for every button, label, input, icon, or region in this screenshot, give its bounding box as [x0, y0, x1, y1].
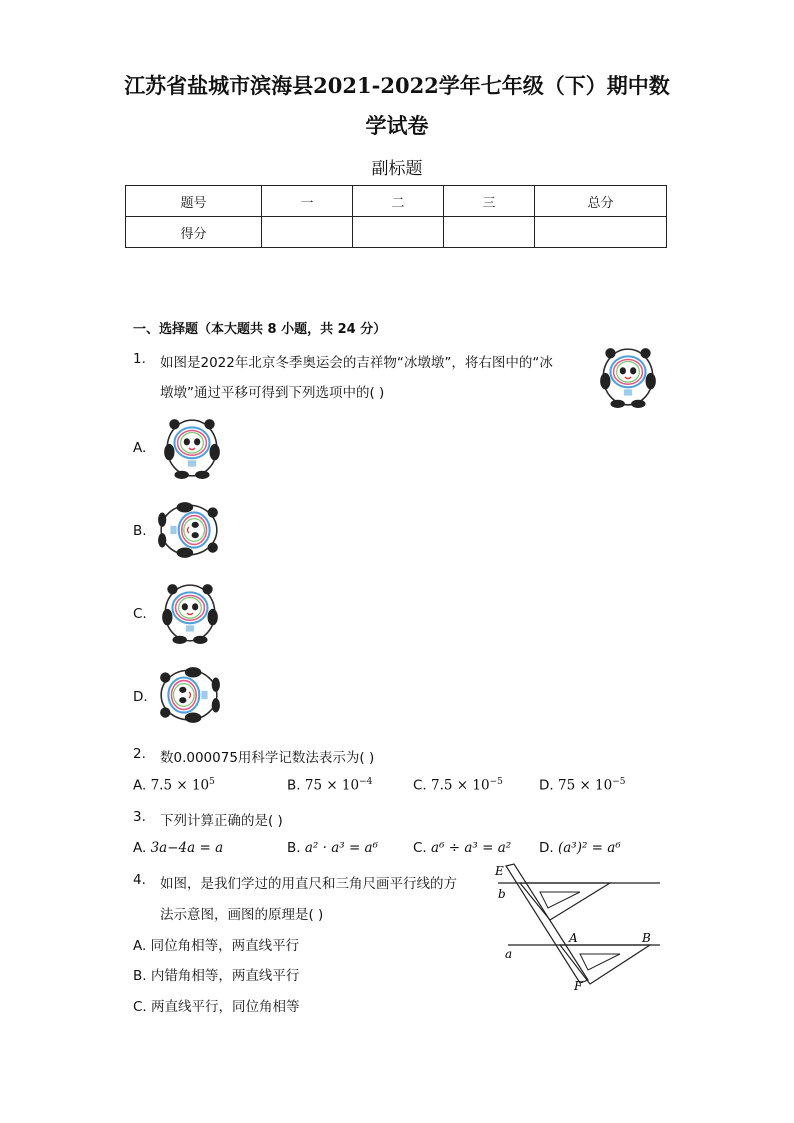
- score-cell: [353, 217, 444, 248]
- option-expression: a⁶ ÷ a³ = a²: [431, 840, 512, 856]
- mascot-option-c-icon[interactable]: [158, 580, 222, 646]
- mascot-option-b-icon[interactable]: [157, 497, 221, 563]
- score-cell: [444, 217, 535, 248]
- option-b[interactable]: [133, 964, 299, 984]
- question-number: 3.: [133, 809, 146, 825]
- option-label: C.: [413, 840, 427, 856]
- score-cell: [535, 217, 667, 248]
- option-label: B.: [287, 777, 301, 794]
- option-label: B.: [133, 523, 147, 539]
- option-d[interactable]: [539, 777, 626, 794]
- question-1-text-line2: 墩墩”通过平移可得到下列选项中的( ): [160, 385, 385, 401]
- option-a[interactable]: [133, 934, 299, 954]
- question-number: 1.: [133, 351, 146, 367]
- option-a[interactable]: [133, 777, 215, 794]
- label-point-b: B: [642, 931, 651, 945]
- page-subtitle: 副标题: [371, 159, 423, 179]
- mascot-option-a-icon[interactable]: [160, 415, 224, 481]
- question-number: 2.: [133, 746, 146, 762]
- option-expression: a² · a³ = a⁶: [304, 840, 379, 856]
- option-value: 7.5 × 10: [431, 777, 490, 794]
- score-table: [125, 185, 667, 248]
- option-b[interactable]: [287, 840, 378, 856]
- score-table-header-cell: 一: [262, 186, 353, 217]
- section-heading-choice: 一、选择题（本大题共 8 小题，共 24 分）: [133, 322, 387, 337]
- option-exponent: −5: [489, 777, 503, 787]
- option-b[interactable]: [287, 777, 372, 794]
- option-c[interactable]: [133, 995, 300, 1015]
- option-label: A.: [133, 777, 147, 794]
- question-number: 4.: [133, 872, 146, 888]
- label-b: b: [498, 887, 506, 901]
- option-value: 75 × 10: [557, 777, 613, 794]
- mascot-reference-icon: [596, 344, 660, 410]
- score-table-score-row: [126, 217, 667, 248]
- option-c[interactable]: [413, 777, 503, 794]
- option-value: 75 × 10: [304, 777, 360, 794]
- question-1-text-line1: 如图是2022年北京冬季奥运会的吉祥物“冰墩墩”，将右图中的“冰: [160, 355, 553, 371]
- option-label: C.: [133, 606, 147, 622]
- option-d[interactable]: [539, 840, 621, 856]
- question-4-text-line1: 如图，是我们学过的用直尺和三角尺画平行线的方: [160, 876, 457, 892]
- mascot-option-d-icon[interactable]: [157, 662, 221, 728]
- score-table-header-row: [126, 186, 667, 217]
- option-label: C.: [133, 999, 147, 1015]
- label-a: a: [505, 947, 513, 961]
- option-label: D.: [133, 689, 148, 705]
- option-text: 两直线平行，同位角相等: [151, 999, 300, 1015]
- parallel-lines-figure: [490, 860, 670, 995]
- option-exponent: −5: [612, 777, 626, 787]
- label-f: F: [574, 979, 583, 993]
- option-text: 同位角相等，两直线平行: [150, 938, 300, 954]
- option-label: A.: [133, 938, 147, 954]
- score-table-header-cell: 二: [353, 186, 444, 217]
- option-c[interactable]: [413, 840, 511, 856]
- set-square-top: [520, 883, 610, 920]
- question-3-text: 下列计算正确的是( ): [160, 813, 283, 829]
- label-e: E: [495, 864, 504, 878]
- label-point-a: A: [569, 931, 578, 945]
- option-label: A.: [133, 440, 147, 456]
- score-cell: [262, 217, 353, 248]
- option-exponent: 5: [209, 777, 215, 787]
- option-text: 内错角相等，两直线平行: [150, 968, 300, 984]
- question-2-text: 数0.000075用科学记数法表示为( ): [160, 750, 375, 766]
- option-label: B.: [133, 968, 147, 984]
- option-a[interactable]: [133, 840, 223, 856]
- option-expression: (a³)² = a⁶: [557, 840, 621, 856]
- option-label: C.: [413, 777, 427, 794]
- option-label: D.: [539, 777, 554, 794]
- option-expression: 3a−4a = a: [150, 840, 224, 856]
- option-exponent: −4: [359, 777, 373, 787]
- score-table-header-cell: 总分: [535, 186, 667, 217]
- page-title-line2: 学试卷: [365, 113, 429, 138]
- score-table-header-cell: 三: [444, 186, 535, 217]
- set-square-bottom-inner: [580, 954, 620, 970]
- question-4-text-line2: 法示意图，画图的原理是( ): [160, 907, 324, 923]
- option-label: D.: [539, 840, 554, 856]
- score-table-header-cell: 题号: [126, 186, 262, 217]
- page-title-line1: 江苏省盐城市滨海县2021-2022学年七年级（下）期中数: [124, 73, 670, 98]
- option-label: A.: [133, 840, 147, 856]
- option-value: 7.5 × 10: [150, 777, 210, 794]
- option-label: B.: [287, 840, 301, 856]
- score-table-row-label: 得分: [126, 217, 262, 248]
